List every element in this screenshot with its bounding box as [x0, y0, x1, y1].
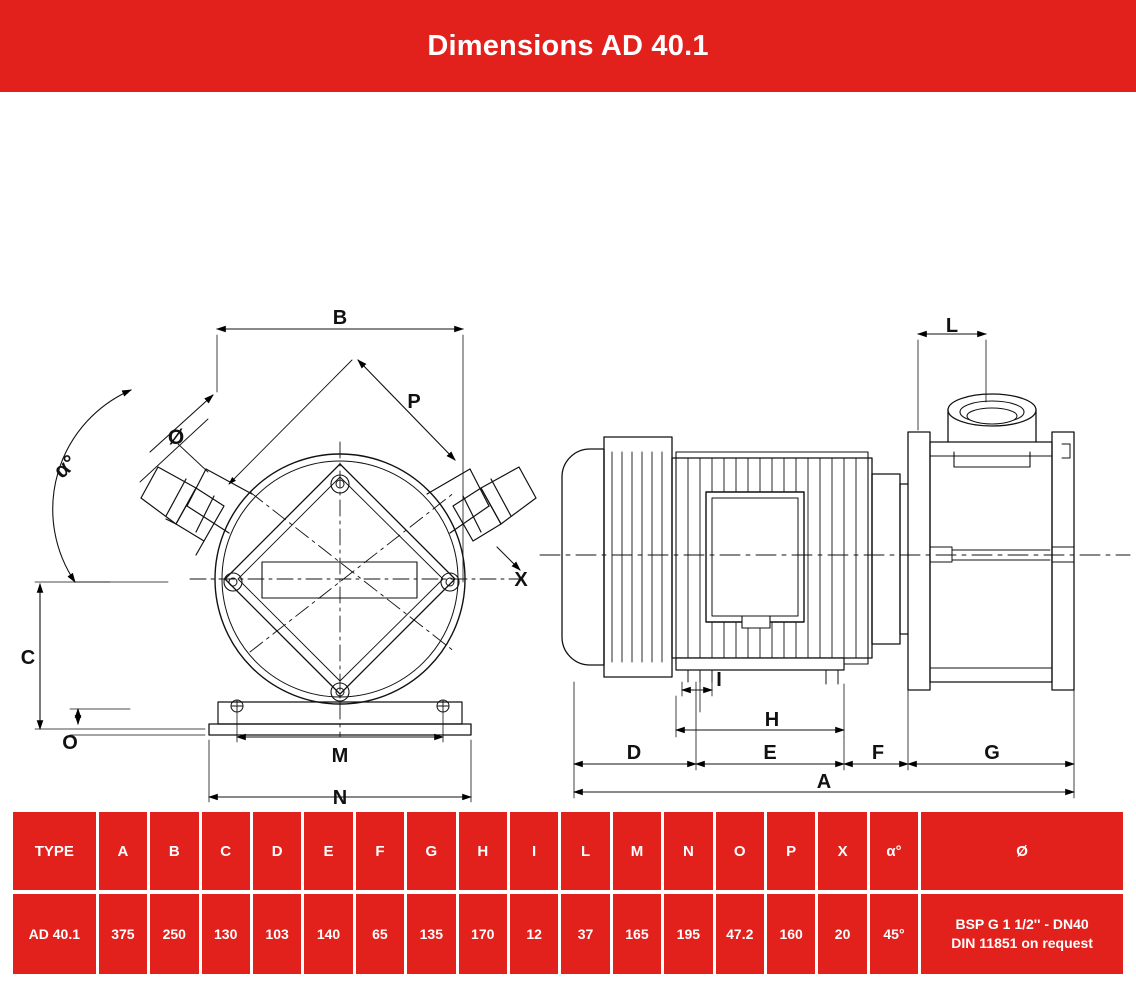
col-header-o: O — [716, 812, 764, 890]
label-C: C — [20, 647, 36, 669]
col-header-c: C — [202, 812, 250, 890]
drawing-svg — [0, 92, 1136, 809]
col-header-d: D — [253, 812, 301, 890]
cell-o: 47.2 — [716, 894, 764, 974]
cell-h: 170 — [459, 894, 507, 974]
label-alpha: α° — [48, 449, 82, 484]
cell-c: 130 — [202, 894, 250, 974]
col-header-g: G — [407, 812, 455, 890]
cell-alpha: 45° — [870, 894, 918, 974]
cell-a: 375 — [99, 894, 147, 974]
label-H: H — [764, 709, 780, 731]
label-A: A — [816, 771, 832, 793]
col-header-e: E — [304, 812, 352, 890]
cell-f: 65 — [356, 894, 404, 974]
cell-n: 195 — [664, 894, 712, 974]
label-D: D — [626, 742, 642, 764]
cell-g: 135 — [407, 894, 455, 974]
cell-l: 37 — [561, 894, 609, 974]
col-header-l: L — [561, 812, 609, 890]
col-header-diameter: Ø — [921, 812, 1123, 890]
side-view — [540, 334, 1130, 798]
label-M: M — [331, 745, 349, 767]
col-header-type: TYPE — [13, 812, 96, 890]
label-O: O — [62, 732, 78, 754]
col-header-p: P — [767, 812, 815, 890]
dimensions-table — [10, 812, 1126, 974]
label-diameter-front: Ø — [167, 426, 185, 449]
label-P: P — [407, 391, 421, 413]
diameter-line-1: BSP G 1 1/2'' - DN40 — [955, 916, 1089, 933]
cell-m: 165 — [613, 894, 661, 974]
label-F: F — [871, 742, 885, 764]
col-header-b: B — [150, 812, 198, 890]
cell-d: 103 — [253, 894, 301, 974]
dimensions-table-wrap — [10, 812, 1126, 974]
col-header-i: I — [510, 812, 558, 890]
cell-i: 12 — [510, 894, 558, 974]
col-header-n: N — [664, 812, 712, 890]
cell-type: AD 40.1 — [13, 894, 96, 974]
col-header-x: X — [818, 812, 866, 890]
label-X: X — [514, 569, 528, 591]
col-header-h: H — [459, 812, 507, 890]
cell-e: 140 — [304, 894, 352, 974]
label-G: G — [984, 742, 1000, 764]
label-E: E — [763, 742, 777, 764]
table-row — [13, 894, 1123, 974]
page-title: Dimensions AD 40.1 — [427, 29, 709, 62]
page-header — [0, 0, 1136, 92]
label-L: L — [945, 315, 959, 337]
col-header-f: F — [356, 812, 404, 890]
col-header-m: M — [613, 812, 661, 890]
cell-b: 250 — [150, 894, 198, 974]
cell-x: 20 — [818, 894, 866, 974]
technical-drawing — [0, 92, 1136, 809]
col-header-alpha: α° — [870, 812, 918, 890]
cell-diameter — [921, 894, 1123, 974]
label-I: I — [716, 669, 722, 691]
label-N: N — [332, 787, 348, 809]
diameter-line-2: DIN 11851 on request — [951, 935, 1093, 951]
col-header-a: A — [99, 812, 147, 890]
front-view — [35, 329, 536, 802]
cell-p: 160 — [767, 894, 815, 974]
label-B: B — [332, 307, 348, 329]
table-header-row — [13, 812, 1123, 890]
